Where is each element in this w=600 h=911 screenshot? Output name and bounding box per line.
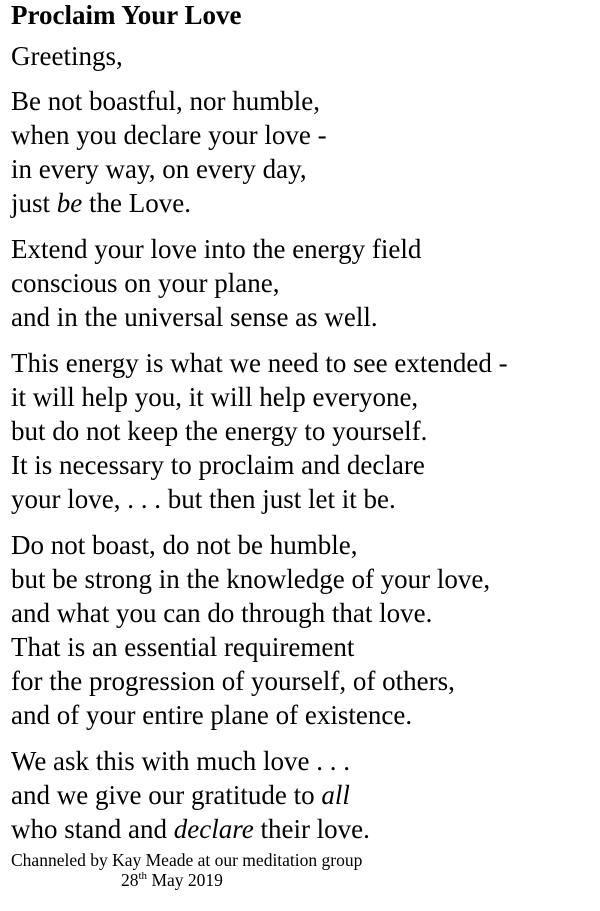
stanza-2-line-1: Extend your love into the energy field (11, 234, 422, 264)
stanza-3-line-1: This energy is what we need to see extended - (11, 348, 508, 378)
stanza-1-line-4 (11, 186, 596, 220)
stanza-2 (11, 232, 596, 334)
stanza-4-line-3: and what you can do through that love. (11, 598, 433, 628)
stanza-5-line-3-post: their love. (253, 814, 370, 844)
stanza-5-line-2 (11, 778, 596, 812)
date-suffix: th (138, 870, 148, 882)
stanza-3-line-3: but do not keep the energy to yourself. (11, 416, 428, 446)
stanza-5-line-1: We ask this with much love . . . (11, 746, 351, 776)
stanza-4-line-6: and of your entire plane of existence. (11, 700, 413, 730)
date-rest: May 2019 (147, 870, 223, 890)
stanza-4-line-4: That is an essential requirement (11, 632, 355, 662)
stanza-4-line-1: Do not boast, do not be humble, (11, 530, 358, 560)
stanza-3-line-5: your love, . . . but then just let it be. (11, 484, 396, 514)
stanza-3-line-2: it will help you, it will help everyone, (11, 382, 419, 412)
stanza-5-line-3-emphasis: declare (173, 814, 254, 844)
stanza-5-line-3-pre: who stand and (11, 814, 174, 844)
channel-credit: Channeled by Kay Meade at our meditation group (11, 850, 363, 870)
stanza-1-line-3: in every way, on every day, (11, 154, 307, 184)
stanza-1-line-4-emphasis: be (56, 188, 83, 218)
stanza-4-line-2: but be strong in the knowledge of your love, (11, 564, 491, 594)
stanza-1 (11, 84, 596, 220)
stanza-5-line-2-emphasis: all (321, 780, 350, 810)
date-day: 28 (121, 870, 139, 890)
document-page (11, 0, 596, 890)
stanza-1-line-1: Be not boastful, nor humble, (11, 86, 320, 116)
stanza-4-line-5: for the progression of yourself, of others, (11, 666, 455, 696)
stanza-1-line-2: when you declare your love - (11, 120, 327, 150)
stanza-1-line-4-pre: just (11, 188, 57, 218)
stanza-2-line-2: conscious on your plane, (11, 268, 280, 298)
stanza-5-line-2-pre: and we give our gratitude to (11, 780, 322, 810)
channel-date (11, 870, 596, 890)
stanza-4 (11, 528, 596, 732)
greeting: Greetings, (11, 41, 123, 71)
footer (11, 850, 596, 890)
stanza-5 (11, 744, 596, 846)
stanza-5-line-3 (11, 812, 596, 846)
stanza-2-line-3: and in the universal sense as well. (11, 302, 378, 332)
stanza-3-line-4: It is necessary to proclaim and declare (11, 450, 425, 480)
poem-title: Proclaim Your Love (11, 0, 242, 30)
stanza-1-line-4-post: the Love. (82, 188, 191, 218)
stanza-3 (11, 346, 596, 516)
